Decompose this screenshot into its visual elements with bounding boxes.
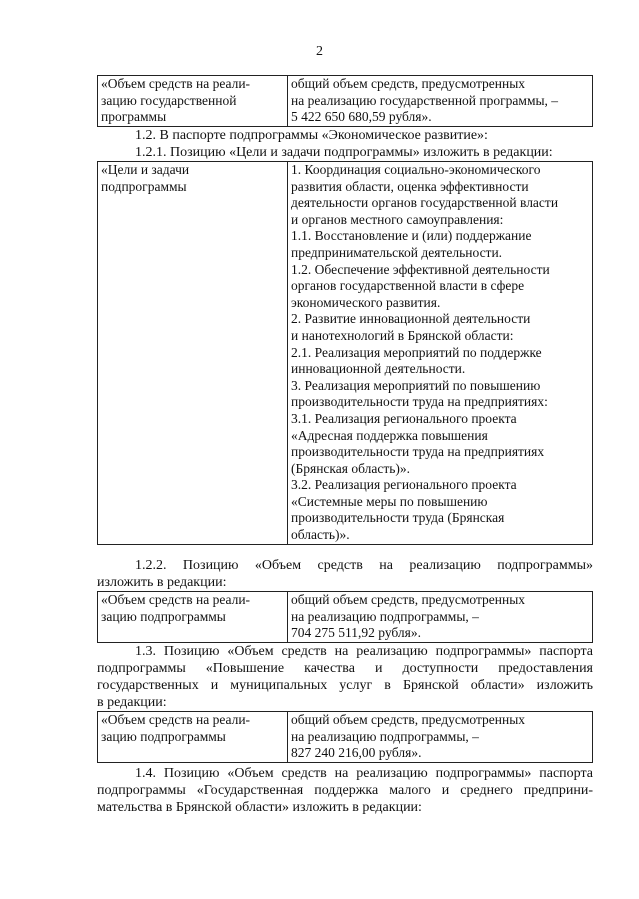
table-cell-label: «Объем средств на реали- зацию подпрограммы <box>98 592 288 643</box>
table-cell-value: общий объем средств, предусмотренных на реализацию подпрограммы, – 827 240 216,00 рубля». <box>288 712 593 763</box>
table-cell-label: «Цели и задачи подпрограммы <box>98 162 288 545</box>
table-cell-label: «Объем средств на реали- зацию государственной программы <box>98 76 288 127</box>
table-cell-value: 1. Координация социально-экономического развития области, оценка эффективности деятельности органов государственной власти и органов местного самоуправления: 1.1. Восстановление и (или) поддержание предпринимательской деятельности. 1.2. Обеспечение эффективной деятельности органов государственной власти в сфере экономического развития. 2. Развитие инновационной деятельности и нанотехнологий в Брянской области: 2.1. Реализация мероприятий по поддержке инновационной деятельности. 3. Реализация мероприятий по повышению производительности труда на предприятиях: 3.1. Реализация регионального проекта «Адресная поддержка повышения производительности труда на предприятиях (Брянская область)». 3.2. Реализация регионального проекта «Системные меры по повышению производительности труда (Брянская область)». <box>288 162 593 545</box>
table-subprogram-funding-economic <box>97 591 593 643</box>
paragraph-1-2: 1.2. В паспорте подпрограммы «Экономическое развитие»: <box>135 128 488 143</box>
table-goals-and-tasks <box>97 161 593 545</box>
table-cell-value: общий объем средств, предусмотренных на реализацию подпрограммы, – 704 275 511,92 рубля». <box>288 592 593 643</box>
paragraph-1-3: 1.3. Позицию «Объем средств на реализацию подпрограммы» паспорта подпрограммы «Повышение качества и доступности предоставления государственных и муниципальных услуг в Брянской области» изложить в редакции: <box>97 644 593 710</box>
table-subprogram-funding-services <box>97 711 593 763</box>
page-number: 2 <box>316 44 323 59</box>
paragraph-1-2-1: 1.2.1. Позицию «Цели и задачи подпрограммы» изложить в редакции: <box>135 145 553 160</box>
table-cell-label: «Объем средств на реали- зацию подпрограммы <box>98 712 288 763</box>
paragraph-1-4: 1.4. Позицию «Объем средств на реализацию подпрограммы» паспорта подпрограммы «Государственная поддержка малого и среднего предприни- мательства в Брянской области» изложить в редакции: <box>97 766 593 815</box>
paragraph-1-2-2: 1.2.2. Позицию «Объем средств на реализацию подпрограммы» изложить в редакции: <box>97 558 593 590</box>
table-gov-program-funding <box>97 75 593 127</box>
table-cell-value: общий объем средств, предусмотренных на реализацию государственной программы, – 5 422 650 680,59 рубля». <box>288 76 593 127</box>
